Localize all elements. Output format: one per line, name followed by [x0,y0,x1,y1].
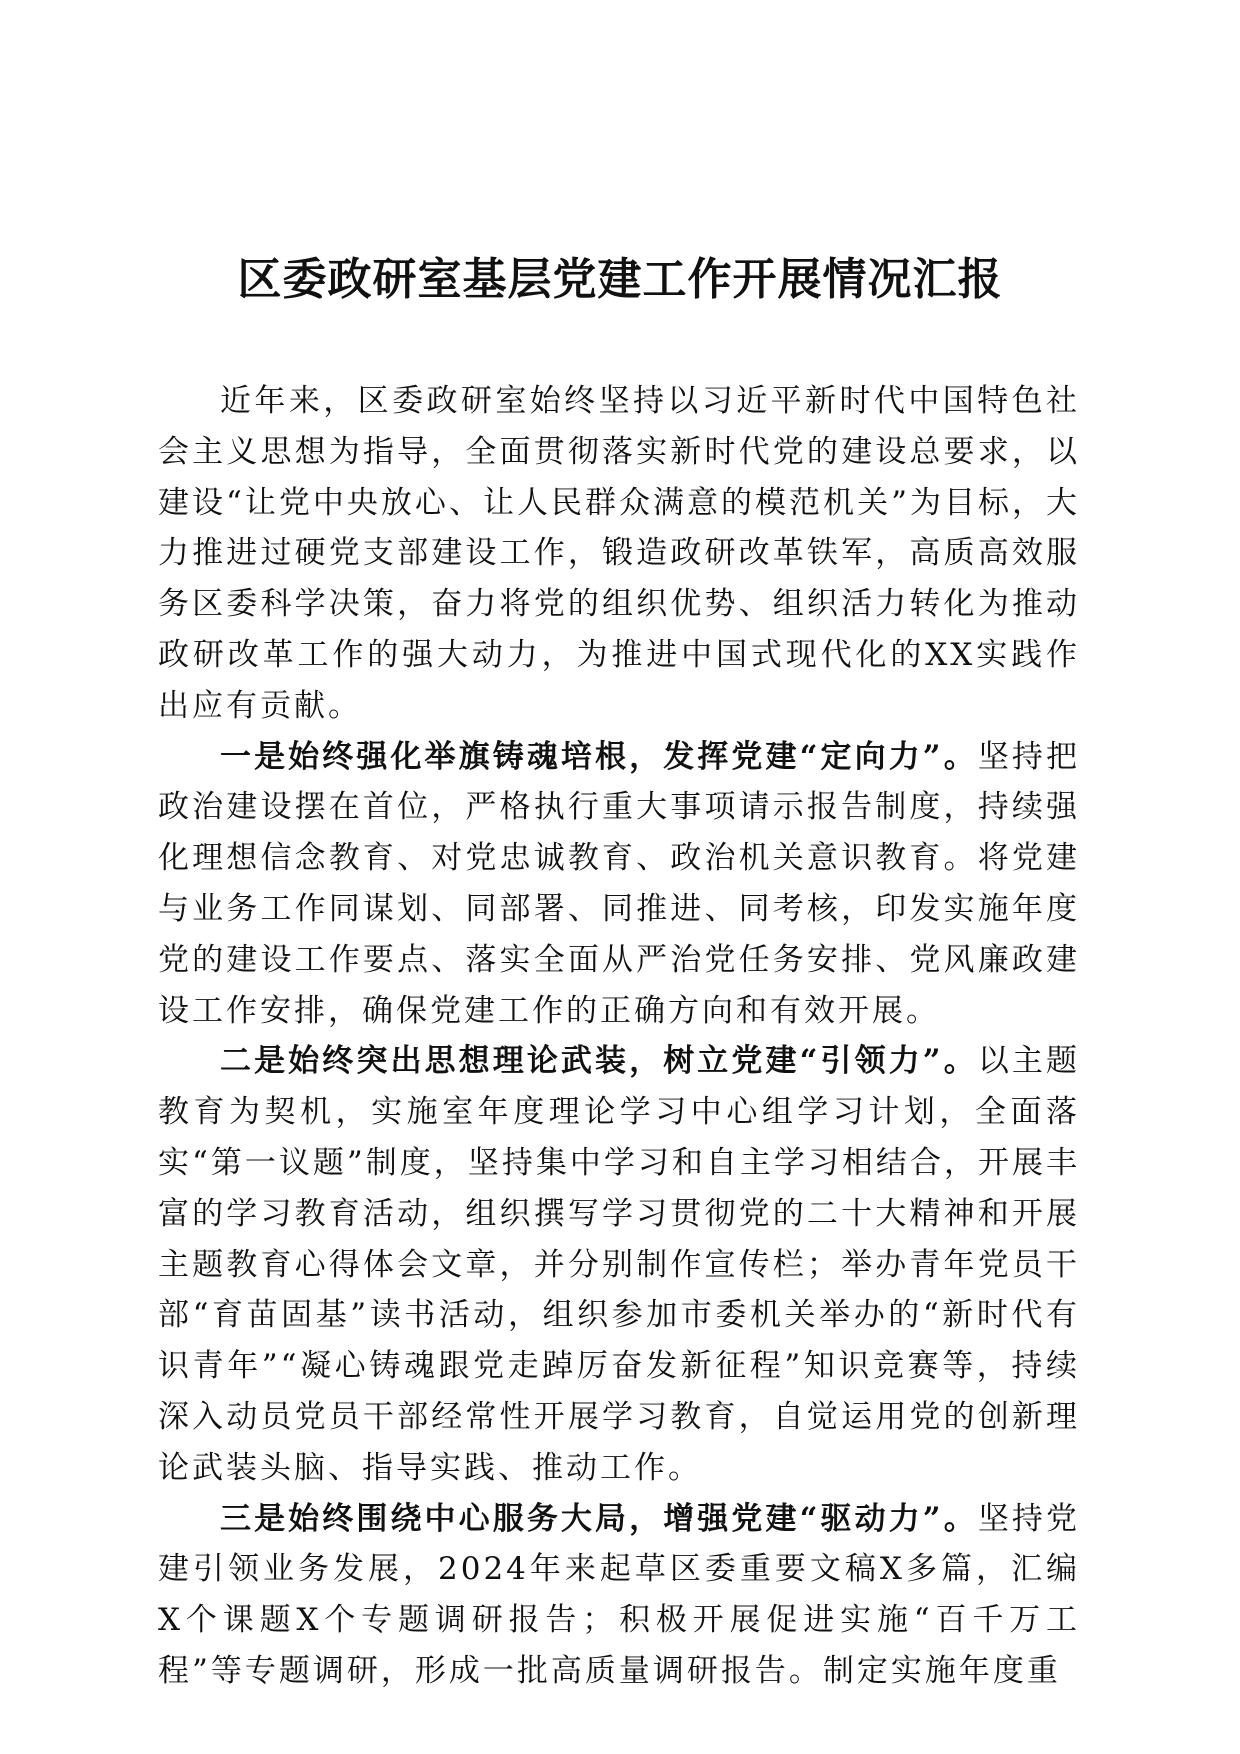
paragraph-point-1 [158,732,1080,1037]
paragraph-text: 以主题教育为契机，实施室年度理论学习中心组学习计划，全面落实“第一议题”制度，坚持集中学习和自主学习相结合，开展丰富的学习教育活动，组织撰写学习贯彻党的二十大精神和开展主题教育心得体会文章，并分别制作宣传栏；举办青年党员干部“育苗固基”读书活动，组织参加市委机关举办的“新时代有识青年”“凝心铸魂跟党走踔厉奋发新征程”知识竞赛等，持续深入动员党员干部经常性开展学习教育，自觉运用党的创新理论武装头脑、指导实践、推动工作。 [158,1043,1080,1486]
paragraph-point-3 [158,1494,1080,1697]
paragraph-intro [158,376,1080,732]
paragraph-text: 坚持党建引领业务发展，2024年来起草区委重要文稿X多篇，汇编X个课题X个专题调研报告；积极开展促进实施“百千万工程”等专题调研，形成一批高质量调研报告。制定实施年度重 [158,1500,1080,1689]
paragraph-lead: 一是始终强化举旗铸魂培根，发挥党建“定向力”。 [220,738,978,775]
paragraph-text: 坚持把政治建设摆在首位，严格执行重大事项请示报告制度，持续强化理想信念教育、对党忠诚教育、政治机关意识教育。将党建与业务工作同谋划、同部署、同推进、同考核，印发实施年度党的建设工作要点、落实全面从严治党任务安排、党风廉政建设工作安排，确保党建工作的正确方向和有效开展。 [158,738,1080,1029]
document-body [158,376,1080,1697]
paragraph-point-2 [158,1036,1080,1493]
paragraph-lead: 二是始终突出思想理论武装，树立党建“引领力”。 [220,1043,978,1080]
paragraph-text: 近年来，区委政研室始终坚持以习近平新时代中国特色社会主义思想为指导，全面贯彻落实新时代党的建设总要求，以建设“让党中央放心、让人民群众满意的模范机关”为目标，大力推进过硬党支部建设工作，锻造政研改革铁军，高质高效服务区委科学决策，奋力将党的组织优势、组织活力转化为推动政研改革工作的强大动力，为推进中国式现代化的XX实践作出应有贡献。 [158,383,1080,724]
document-title: 区委政研室基层党建工作开展情况汇报 [237,254,1003,305]
paragraph-lead: 三是始终围绕中心服务大局，增强党建“驱动力”。 [220,1500,978,1537]
